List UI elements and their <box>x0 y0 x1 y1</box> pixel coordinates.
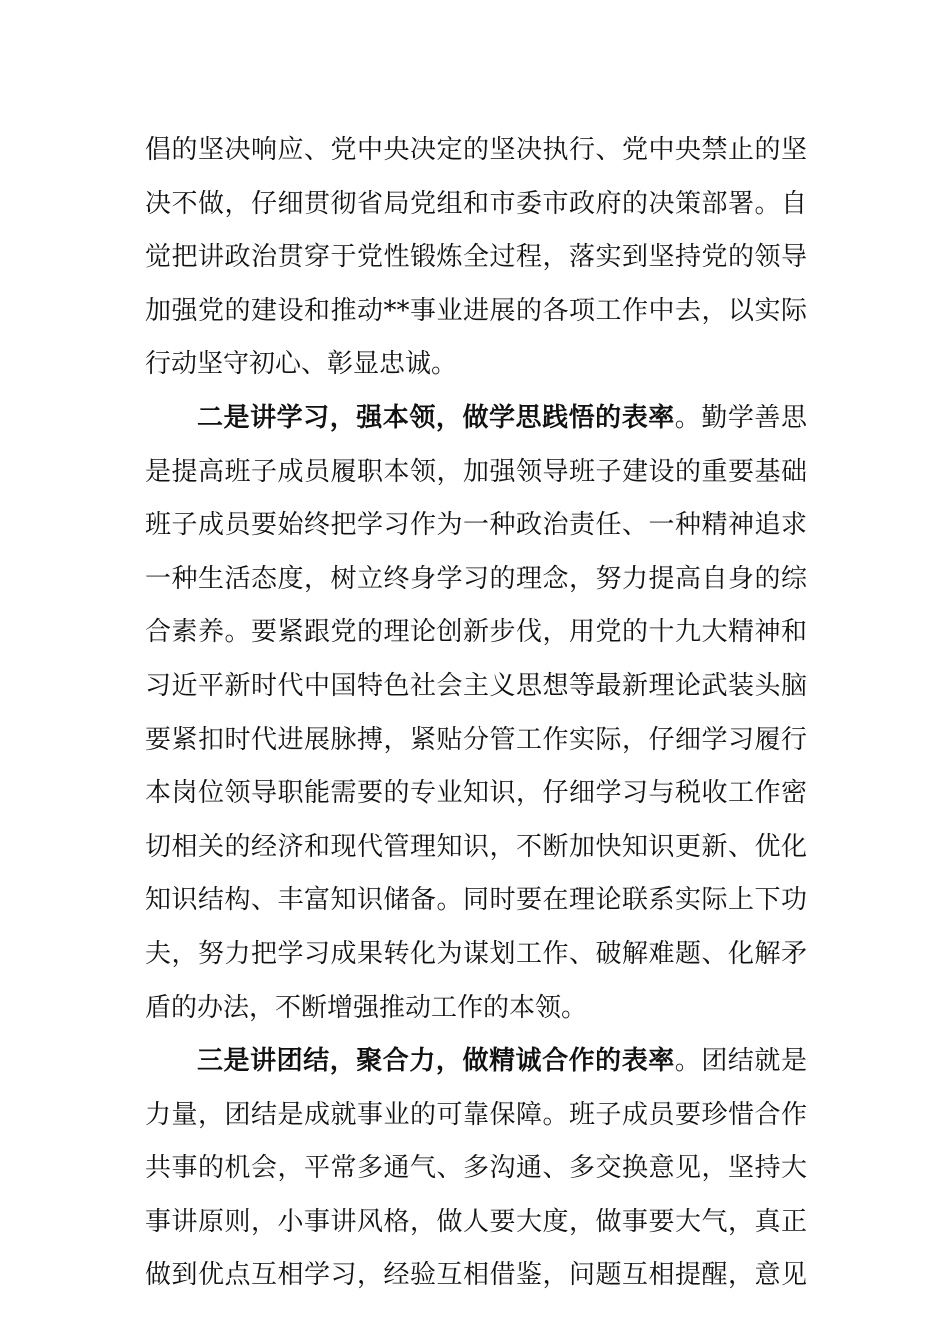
paragraph-3-line-2: 力量，团结是成就事业的可靠保障。班子成员要珍惜合作 <box>145 1099 807 1130</box>
paragraph-2-line-11: 夫，努力把学习成果转化为谋划工作、破解难题、化解矛 <box>145 938 807 969</box>
paragraph-1-line-4: 加强党的建设和推动**事业进展的各项工作中去，以实际 <box>145 295 807 326</box>
paragraph-2-line-3: 班子成员要始终把学习作为一种政治责任、一种精神追求 <box>145 510 807 541</box>
paragraph-3-heading: 三是讲团结，聚合力，做精诚合作的表率 <box>197 1046 675 1077</box>
paragraph-3-line-4: 事讲原则，小事讲风格，做人要大度，做事要大气，真正 <box>145 1206 807 1237</box>
paragraph-3-first-line-rest: 。团结就是 <box>674 1046 807 1077</box>
paragraph-2-heading: 二是讲学习，强本领，做学思践悟的表率 <box>197 402 675 433</box>
paragraph-1-line-5: 行动坚守初心、彰显忠诚。 <box>145 349 458 380</box>
paragraph-2-line-6: 习近平新时代中国特色社会主义思想等最新理论武装头脑 <box>145 670 807 701</box>
paragraph-2-line-8: 本岗位领导职能需要的专业知识，仔细学习与税收工作密 <box>145 778 807 809</box>
paragraph-1-line-3: 觉把讲政治贯穿于党性锻炼全过程，落实到坚持党的领导 <box>145 242 807 273</box>
paragraph-2-line-10: 知识结构、丰富知识储备。同时要在理论联系实际上下功 <box>145 885 807 916</box>
paragraph-2-first-line-rest: 。勤学善思 <box>674 402 807 433</box>
paragraph-2-line-2: 是提高班子成员履职本领，加强领导班子建设的重要基础 <box>145 456 807 487</box>
paragraph-2-line-4: 一种生活态度，树立终身学习的理念，努力提高自身的综 <box>145 563 807 594</box>
paragraph-2-line-12: 盾的办法，不断增强推动工作的本领。 <box>145 992 588 1023</box>
document-body <box>145 124 807 1303</box>
paragraph-1-line-2: 决不做，仔细贯彻省局党组和市委市政府的决策部署。自 <box>145 188 807 219</box>
paragraph-3-first-line <box>145 1035 807 1089</box>
paragraph-2-line-9: 切相关的经济和现代管理知识，不断加快知识更新、优化 <box>145 831 807 862</box>
paragraph-2-line-5: 合素养。要紧跟党的理论创新步伐，用党的十九大精神和 <box>145 617 807 648</box>
paragraph-2-first-line <box>145 392 807 446</box>
paragraph-3-line-5: 做到优点互相学习，经验互相借鉴，问题互相提醒，意见 <box>145 1260 807 1291</box>
paragraph-2-line-7: 要紧扣时代进展脉搏，紧贴分管工作实际，仔细学习履行 <box>145 724 807 755</box>
paragraph-1-line-1: 倡的坚决响应、党中央决定的坚决执行、党中央禁止的坚 <box>145 135 807 165</box>
paragraph-3-line-3: 共事的机会，平常多通气、多沟通、多交换意见，坚持大 <box>145 1153 807 1184</box>
